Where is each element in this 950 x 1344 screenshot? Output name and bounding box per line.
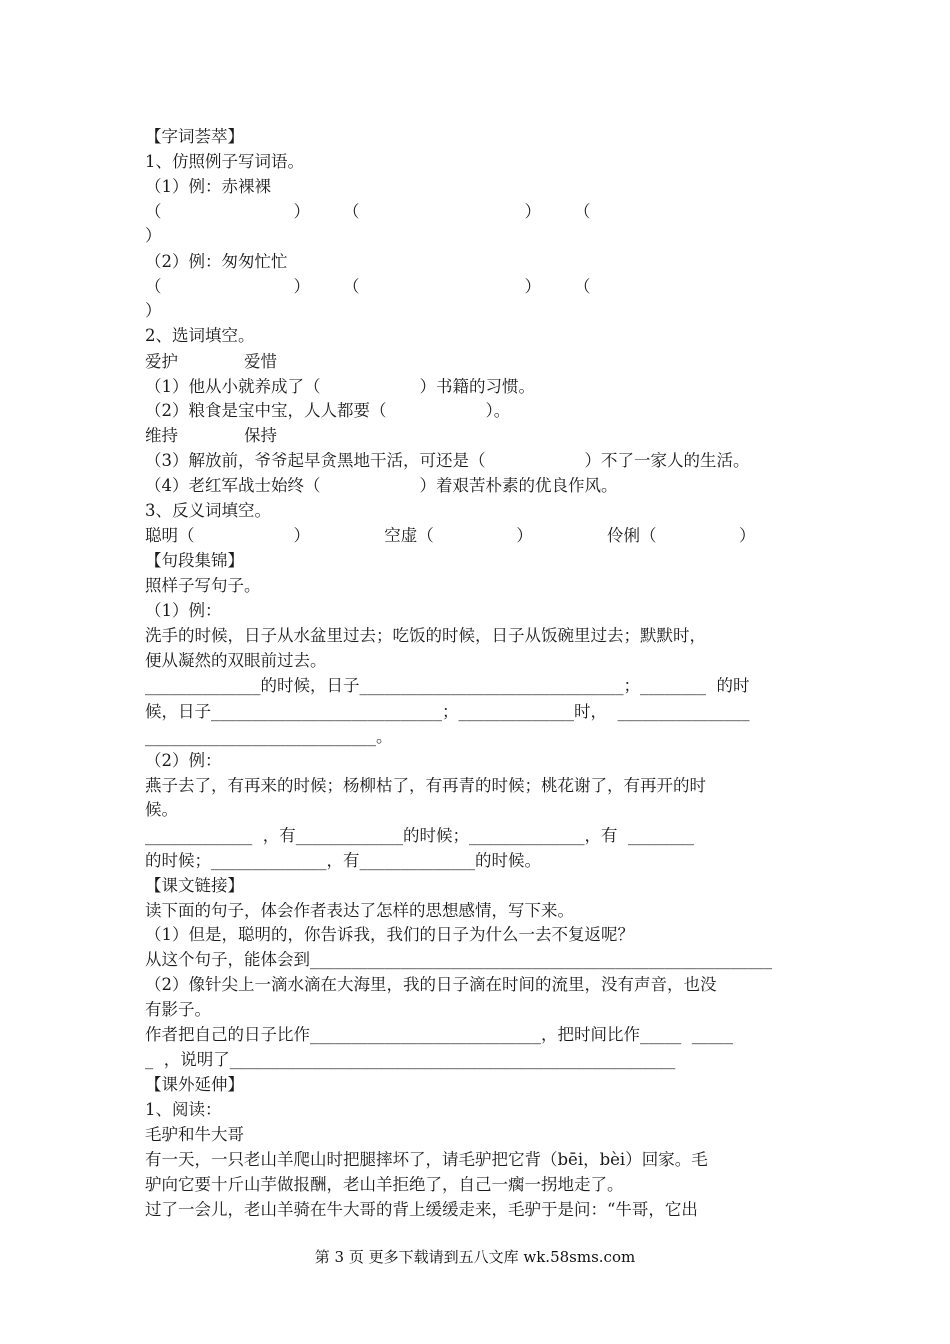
section-heading-sentences: 【句段集锦】 <box>145 551 244 570</box>
question-1-prompt: 1、仿照例子写词语。 <box>145 152 304 171</box>
example-text: 洗手的时候，日子从水盆里过去；吃饭的时候，日子从饭碗里过去；默默时， <box>145 626 706 645</box>
fill-sentence: （1）他从小就养成了（ ）书籍的习惯。 <box>145 377 535 396</box>
blank-row: （ ） （ ） （ <box>145 277 591 296</box>
question-2-prompt: 2、选词填空。 <box>145 326 255 345</box>
section-heading-extension: 【课外延伸】 <box>145 1075 244 1094</box>
page-footer: 第 3 页 更多下载请到五八文库 wk.58sms.com <box>314 1248 636 1266</box>
word-choices: 爱护 爱惜 <box>145 352 277 371</box>
section-heading-vocabulary: 【字词荟萃】 <box>145 127 244 146</box>
quoted-sentence: （1）但是，聪明的，你告诉我，我们的日子为什么一去不复返呢？ <box>145 925 634 944</box>
answer-line: 候，日子____________________________；______________时， ________________ <box>145 702 750 721</box>
example-1: （1）例：赤裸裸 <box>145 177 271 196</box>
answer-line: ______________的时候，日子________________________________；________ 的时 <box>145 676 750 695</box>
example-text: 便从凝然的双眼前过去。 <box>145 651 327 670</box>
reading-label: 1、阅读： <box>145 1100 222 1119</box>
story-text: 驴向它要十斤山芋做报酬，老山羊拒绝了，自己一瘸一拐地走了。 <box>145 1175 624 1194</box>
sentence-instruction: 照样子写句子。 <box>145 576 261 595</box>
example-text: 燕子去了，有再来的时候；杨柳枯了，有再青的时候；桃花谢了，有再开的时 <box>145 776 706 795</box>
story-text: 有一天，一只老山羊爬山时把腿摔坏了，请毛驴把它背（bēi，bèi）回家。毛 <box>145 1150 708 1169</box>
answer-line: 从这个句子，能体会到________________________________________________________ <box>145 950 772 969</box>
blank-row-end: ） <box>145 226 162 245</box>
example-label: （1）例： <box>145 601 222 620</box>
fill-sentence: （4）老红军战士始终（ ）着艰苦朴素的优良作风。 <box>145 476 618 495</box>
answer-line: _____________ ，有_____________的时候；______________，有 ________ <box>145 826 694 845</box>
word-choices: 维持 保持 <box>145 426 277 445</box>
example-text: 候。 <box>145 800 178 819</box>
answer-line: 的时候；______________，有______________的时候。 <box>145 851 541 870</box>
antonym-blanks: 聪明（ ） 空虚（ ） 伶俐（ ） <box>145 526 756 545</box>
fill-sentence: （3）解放前，爷爷起早贪黑地干活，可还是（ ）不了一家人的生活。 <box>145 451 750 470</box>
instruction: 读下面的句子，体会作者表达了怎样的思想感情，写下来。 <box>145 901 574 920</box>
answer-line: _ ，说明了______________________________________________________ <box>145 1050 676 1069</box>
blank-row-end: ） <box>145 301 162 320</box>
question-3-prompt: 3、反义词填空。 <box>145 501 271 520</box>
section-heading-text-link: 【课文链接】 <box>145 876 244 895</box>
answer-line: 作者把自己的日子比作____________________________，把时间比作_____ _____ <box>145 1025 733 1044</box>
fill-sentence: （2）粮食是宝中宝，人人都要（ ）。 <box>145 401 511 420</box>
example-label: （2）例： <box>145 751 222 770</box>
story-text: 过了一会儿，老山羊骑在牛大哥的背上缓缓走来，毛驴于是问：“牛哥，它出 <box>145 1200 698 1219</box>
example-2: （2）例：匆匆忙忙 <box>145 252 288 271</box>
story-title: 毛驴和牛大哥 <box>145 1125 244 1144</box>
answer-line: ____________________________。 <box>145 727 393 746</box>
quoted-sentence: 有影子。 <box>145 1000 211 1019</box>
blank-row: （ ） （ ） （ <box>145 202 591 221</box>
quoted-sentence: （2）像针尖上一滴水滴在大海里，我的日子滴在时间的流里，没有声音，也没 <box>145 975 717 994</box>
